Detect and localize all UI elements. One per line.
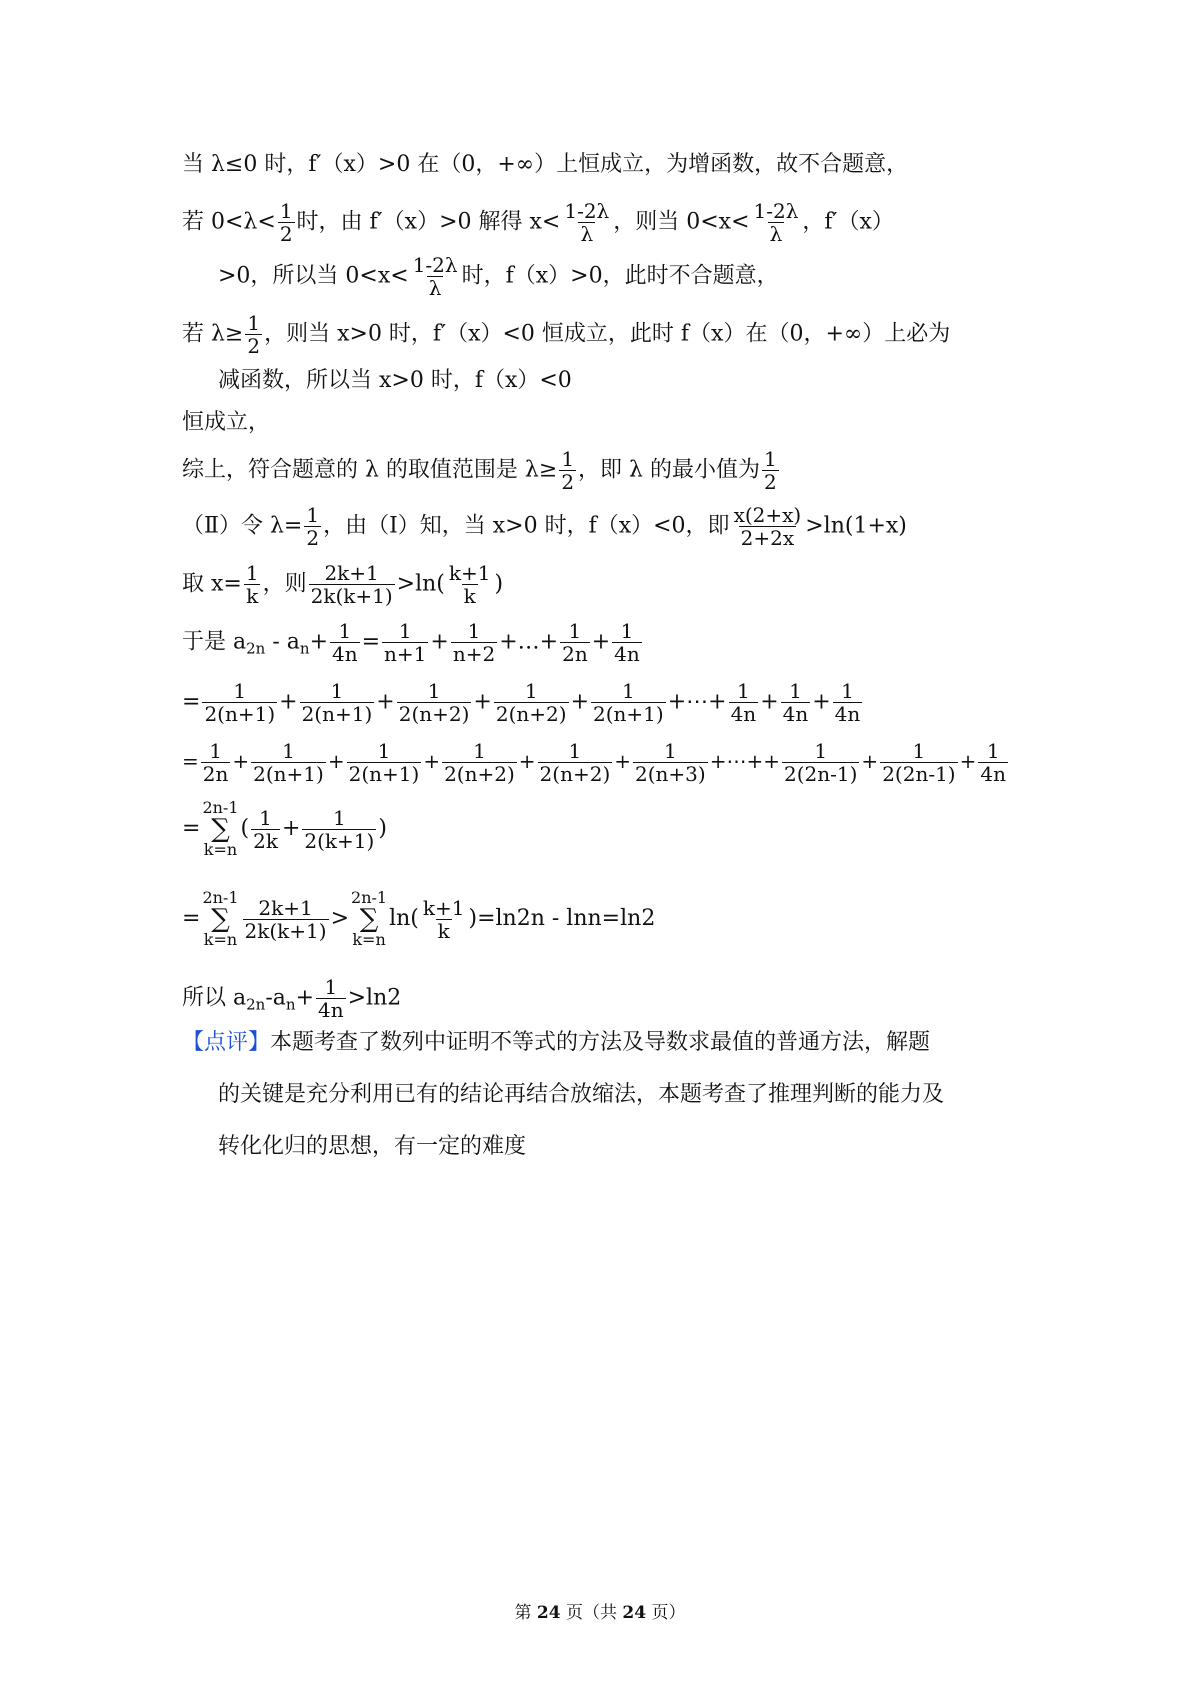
- text: ，即 λ 的最小值为: [578, 457, 760, 483]
- sum-lower: k=n: [352, 930, 386, 949]
- operator: +⋯+: [667, 689, 727, 715]
- operator: =: [182, 816, 201, 841]
- sigma-symbol: ∑: [211, 904, 230, 934]
- numerator: 1: [332, 805, 346, 830]
- text: )=ln2n - lnn=ln2: [468, 906, 656, 931]
- fraction: [612, 620, 642, 665]
- operator: +: [473, 689, 492, 715]
- numerator: 1: [279, 199, 293, 223]
- fraction: [880, 740, 957, 785]
- denominator: 2(n+1): [253, 762, 324, 786]
- text: ，f′（x）: [802, 209, 894, 235]
- denominator: 2(n+2): [495, 702, 567, 726]
- fraction: [347, 740, 422, 785]
- page-footer: [0, 1598, 1200, 1623]
- numerator: 1: [664, 739, 677, 763]
- denominator: 2(n+1): [593, 702, 664, 726]
- numerator: 1: [814, 739, 828, 763]
- text-line: [182, 975, 402, 1022]
- numerator: 1: [324, 975, 338, 999]
- subscript: n: [285, 995, 296, 1014]
- numerator: k+1: [422, 895, 465, 920]
- numerator: 1: [330, 679, 344, 703]
- numerator: 1: [620, 619, 634, 643]
- denominator: 2: [561, 470, 575, 494]
- text-line: [182, 366, 572, 396]
- numerator: 1: [245, 561, 259, 585]
- text: 当 λ≤0 时，f′（x）>0 在（0，+∞）上恒成立，为增函数，故不合题意，: [182, 152, 909, 177]
- denominator: k: [246, 584, 259, 608]
- text: 本题考查了数列中证明不等式的方法及导数求最值的普通方法，解题: [270, 1030, 931, 1055]
- review-line: [182, 1028, 930, 1058]
- text-line: [182, 888, 656, 949]
- numerator: 1: [763, 447, 777, 471]
- fraction: [382, 620, 428, 665]
- operator: +: [959, 749, 977, 773]
- fraction: [442, 740, 517, 785]
- fraction: [560, 620, 590, 665]
- fraction: [411, 254, 460, 299]
- denominator: 2n: [202, 762, 229, 786]
- subscript: 2n: [246, 995, 266, 1014]
- operator: +: [570, 689, 589, 715]
- denominator: 4n: [834, 702, 861, 726]
- numerator: 1: [282, 739, 295, 763]
- operator: +: [232, 749, 250, 773]
- numerator: 1-2λ: [412, 253, 458, 277]
- text-line: [182, 679, 864, 726]
- operator: (: [240, 816, 250, 841]
- text: - a: [265, 629, 300, 655]
- sigma-symbol: ∑: [359, 904, 379, 934]
- footer-text: 页）: [646, 1603, 686, 1623]
- fraction: [538, 740, 613, 785]
- text-line: [182, 150, 908, 180]
- denominator: k: [437, 918, 450, 943]
- denominator: 2(2n-1): [882, 762, 956, 786]
- denominator: 4n: [730, 702, 757, 726]
- denominator: 2(n+2): [444, 762, 515, 786]
- denominator: n+1: [384, 642, 427, 666]
- operator: +⋯++: [709, 749, 780, 773]
- denominator: n+2: [452, 642, 496, 666]
- subscript: n: [299, 639, 310, 658]
- fraction: [330, 620, 360, 665]
- numerator: k+1: [448, 561, 491, 585]
- operator: =: [182, 749, 199, 773]
- denominator: 2k(k+1): [310, 584, 393, 608]
- fraction: [559, 448, 576, 493]
- numerator: 2k+1: [324, 561, 379, 585]
- numerator: 1: [737, 679, 750, 703]
- numerator: 1: [524, 679, 538, 703]
- text-line: [182, 408, 270, 438]
- subscript: 2n: [246, 639, 266, 658]
- denominator: 2k: [253, 828, 278, 853]
- denominator: λ: [580, 222, 594, 246]
- text: 减函数，所以当 x>0 时，f（x）<0: [218, 368, 572, 393]
- review-tag: 【点评】: [182, 1030, 271, 1055]
- denominator: 2: [306, 526, 320, 550]
- text: 的关键是充分利用已有的结论再结合放缩法，本题考查了推理判断的能力及: [218, 1082, 945, 1107]
- fraction: [421, 897, 467, 942]
- operator: >: [330, 906, 350, 931]
- fraction: [243, 897, 329, 942]
- operator: +: [327, 749, 345, 773]
- page-number: 24: [536, 1603, 561, 1623]
- text-line: [182, 739, 1010, 786]
- denominator: 2(n+1): [204, 702, 276, 726]
- operator: +: [423, 749, 441, 773]
- numerator: 1: [789, 679, 802, 703]
- denominator: 2+2x: [740, 526, 795, 550]
- denominator: λ: [428, 276, 442, 300]
- denominator: 2: [279, 222, 293, 246]
- text: 若 λ≥: [182, 321, 244, 347]
- text: +: [309, 629, 328, 655]
- numerator: 1: [247, 311, 261, 335]
- text-line: [182, 311, 951, 358]
- operator: +: [518, 749, 536, 773]
- operator: +: [279, 689, 298, 715]
- text: 取 x=: [182, 571, 242, 597]
- sum-upper: 2n-1: [202, 798, 239, 817]
- operator: +: [281, 816, 301, 841]
- operator: +: [376, 689, 395, 715]
- text: ): [494, 571, 504, 597]
- denominator: 2k(k+1): [244, 918, 327, 943]
- denominator: 4n: [980, 762, 1006, 786]
- operator: +…+: [499, 629, 559, 655]
- sum-lower: k=n: [203, 930, 238, 949]
- denominator: k: [463, 584, 476, 608]
- text: -a: [265, 985, 286, 1011]
- text: =: [361, 629, 381, 655]
- fraction: [316, 976, 346, 1021]
- fraction: [447, 562, 493, 607]
- numerator: 1: [306, 503, 320, 527]
- operator: +: [812, 689, 831, 715]
- numerator: 1: [398, 619, 412, 643]
- sum-upper: 2n-1: [351, 888, 388, 907]
- denominator: 2: [763, 470, 777, 494]
- fraction: [562, 200, 611, 245]
- fraction: [397, 680, 472, 725]
- text: ，则当 x>0 时，f′（x）<0 恒成立，此时 f（x）在（0，+∞）上必为: [264, 321, 951, 347]
- operator: +: [430, 629, 449, 655]
- text-line: [182, 447, 781, 494]
- fraction: [309, 562, 395, 607]
- sum-lower: k=n: [203, 840, 238, 859]
- text: 于是 a: [182, 629, 247, 655]
- fraction: [833, 680, 863, 725]
- text: ，则: [262, 571, 307, 597]
- denominator: λ: [769, 222, 783, 246]
- text: >ln2: [347, 985, 402, 1011]
- fraction: [451, 620, 497, 665]
- text-line: [182, 619, 644, 666]
- fraction: [978, 740, 1008, 785]
- denominator: 2(n+1): [348, 762, 420, 786]
- fraction: [781, 680, 811, 725]
- operator: ln(: [389, 906, 419, 931]
- denominator: 4n: [614, 642, 640, 666]
- review-line: [182, 1080, 944, 1110]
- numerator: 1: [427, 679, 441, 703]
- review-line: [182, 1132, 526, 1162]
- fraction: [201, 740, 231, 785]
- numerator: 1: [209, 739, 222, 763]
- fraction: [729, 680, 759, 725]
- denominator: 2(n+3): [635, 762, 706, 786]
- fraction: [251, 807, 280, 852]
- denominator: 2n: [562, 642, 588, 666]
- text: 时，f（x）>0，此时不合题意，: [461, 263, 779, 289]
- fraction: [245, 312, 262, 357]
- numerator: 1: [467, 619, 481, 643]
- fraction: [304, 504, 321, 549]
- text: 所以 a: [182, 985, 247, 1011]
- text-line: [182, 253, 779, 300]
- denominator: 4n: [332, 642, 358, 666]
- text: 恒成立，: [182, 410, 271, 435]
- text: ，则当 0<x<: [613, 209, 750, 235]
- fraction: [300, 680, 375, 725]
- summation: [351, 890, 387, 948]
- page-total: 24: [622, 1603, 647, 1623]
- sigma-symbol: ∑: [211, 814, 230, 844]
- text: >0，所以当 0<x<: [218, 263, 409, 289]
- denominator: 4n: [782, 702, 809, 726]
- fraction: [494, 680, 569, 725]
- text: +: [295, 985, 315, 1011]
- numerator: 1-2λ: [753, 199, 799, 223]
- fraction: [762, 448, 779, 493]
- sum-upper: 2n-1: [202, 888, 239, 907]
- numerator: 1: [338, 619, 352, 643]
- text: >ln(1+x): [805, 513, 907, 539]
- operator: +: [591, 629, 611, 655]
- numerator: 1: [568, 739, 582, 763]
- denominator: 2(2n-1): [784, 762, 858, 786]
- fraction: [244, 562, 261, 607]
- numerator: 1: [561, 447, 575, 471]
- numerator: 1: [986, 739, 1000, 763]
- fraction: [782, 740, 859, 785]
- numerator: 1: [568, 619, 582, 643]
- numerator: x(2+x): [733, 503, 802, 527]
- denominator: 2(k+1): [304, 828, 375, 853]
- footer-text: 页（共: [560, 1603, 623, 1623]
- text: （Ⅱ）令 λ=: [182, 513, 303, 539]
- summation: [202, 800, 238, 858]
- text-line: [182, 561, 504, 608]
- denominator: 4n: [318, 998, 344, 1022]
- numerator: 1: [377, 739, 391, 763]
- operator: ): [378, 816, 387, 841]
- operator: +: [861, 749, 879, 773]
- numerator: 1-2λ: [564, 199, 610, 223]
- text: >ln(: [396, 571, 445, 597]
- fraction: [591, 680, 666, 725]
- numerator: 1: [841, 679, 854, 703]
- text-line: [182, 503, 907, 550]
- operator: +: [760, 689, 779, 715]
- fraction: [278, 200, 295, 245]
- numerator: 2k+1: [258, 895, 313, 920]
- numerator: 1: [473, 739, 486, 763]
- operator: =: [182, 906, 201, 931]
- fraction: [202, 680, 277, 725]
- numerator: 1: [259, 805, 272, 830]
- denominator: 2: [247, 334, 261, 358]
- fraction: [752, 200, 801, 245]
- denominator: 2(n+2): [398, 702, 470, 726]
- text: ，由（Ⅰ）知，当 x>0 时，f（x）<0，即: [323, 513, 730, 539]
- text-line: [182, 199, 894, 246]
- text: 综上，符合题意的 λ 的取值范围是 λ≥: [182, 457, 558, 483]
- numerator: 1: [621, 679, 635, 703]
- text: 若 0<λ<: [182, 209, 276, 235]
- footer-text: 第: [514, 1603, 537, 1623]
- summation: [202, 890, 238, 948]
- text: 时，由 f′（x）>0 解得 x<: [296, 209, 561, 235]
- numerator: 1: [233, 679, 247, 703]
- fraction: [732, 504, 804, 549]
- fraction: [633, 740, 708, 785]
- text: 转化化归的思想，有一定的难度: [218, 1134, 527, 1159]
- text-line: [182, 798, 387, 859]
- fraction: [302, 807, 376, 852]
- numerator: 1: [912, 739, 926, 763]
- operator: +: [614, 749, 632, 773]
- denominator: 2(n+1): [301, 702, 373, 726]
- operator: =: [182, 689, 201, 715]
- denominator: 2(n+2): [539, 762, 611, 786]
- fraction: [251, 740, 326, 785]
